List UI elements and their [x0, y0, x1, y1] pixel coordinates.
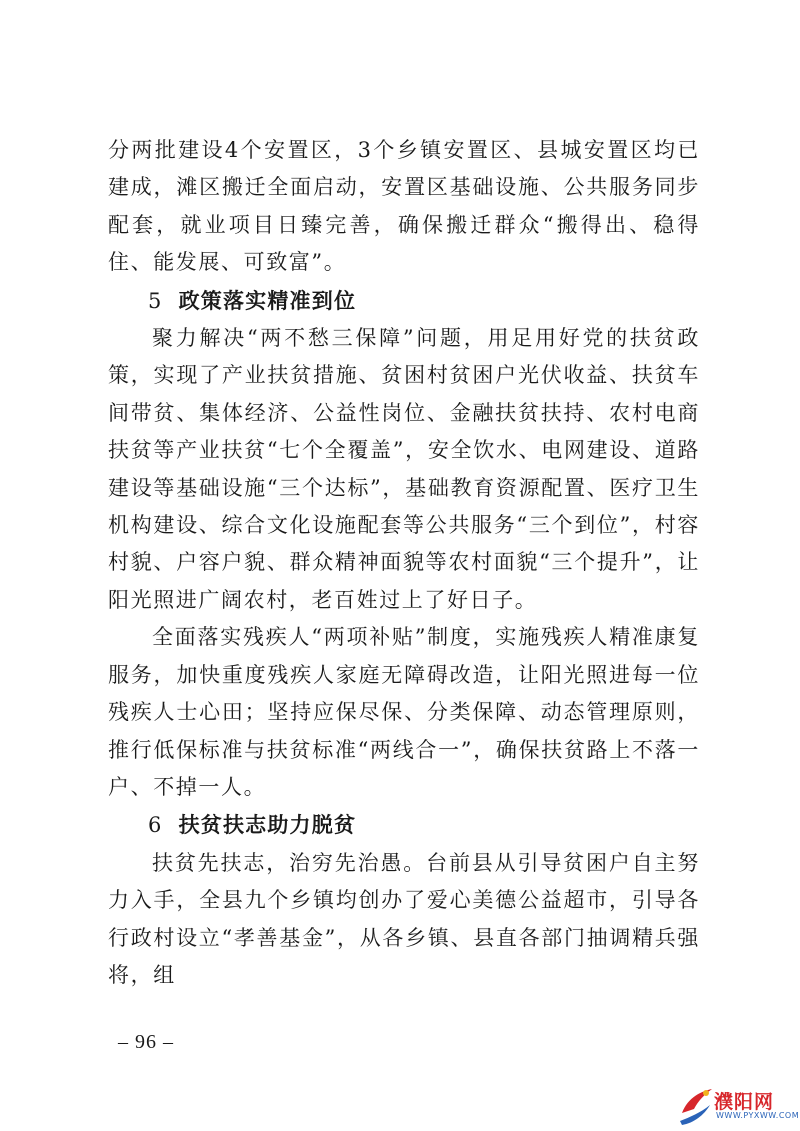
watermark-site-name: 濮阳网: [714, 1091, 775, 1113]
watermark-site-url: WWW.PYXWW.COM: [716, 1111, 800, 1120]
section-title: 扶贫扶志助力脱贫: [178, 812, 357, 838]
section-heading-6: [108, 806, 700, 844]
paragraph-relocation: 分两批建设4个安置区，3个乡镇安置区、县城安置区均已建成，滩区搬迁全面启动，安置区基础设施、公共服务同步配套，就业项目日臻完善，确保搬迁群众“搬得出、稳得住、能发展、可致富”。: [108, 138, 700, 275]
paragraph-aspiration: 扶贫先扶志，治穷先治愚。台前县从引导贫困户自主努力入手，全县九个乡镇均创办了爱心美德公益超市，引导各行政村设立“孝善基金”，从各乡镇、县直各部门抽调精兵强将，组: [108, 850, 700, 987]
section-number: 5: [148, 288, 163, 313]
watermark-logo: [676, 1083, 800, 1129]
section-title: 政策落实精准到位: [178, 287, 357, 313]
paragraph-policy: 聚力解决“两不愁三保障”问题，用足用好党的扶贫政策，实现了产业扶贫措施、贫困村贫困户光伏收益、扶贫车间带贫、集体经济、公益性岗位、金融扶贫扶持、农村电商扶贫等产业扶贫“七个全覆盖”，安全饮水、电网建设、道路建设等基础设施“三个达标”，基础教育资源配置、医疗卫生机构建设、综合文化设施配套等公共服务“三个到位”，村容村貌、户容户貌、群众精神面貌等农村面貌“三个提升”，让阳光照进广阔农村，老百姓过上了好日子。: [108, 326, 700, 612]
section-heading-5: [108, 282, 700, 320]
section-number: 6: [148, 813, 163, 838]
document-body: [108, 132, 700, 994]
pyxww-logo-icon: [676, 1083, 716, 1129]
paragraph-disability: 全面落实残疾人“两项补贴”制度，实施残疾人精准康复服务，加快重度残疾人家庭无障碍改造，让阳光照进每一位残疾人士心田；坚持应保尽保、分类保障、动态管理原则，推行低保标准与扶贫标准“两线合一”，确保扶贫路上不落一户、不掉一人。: [108, 625, 700, 799]
page-number: – 96 –: [118, 1031, 174, 1053]
